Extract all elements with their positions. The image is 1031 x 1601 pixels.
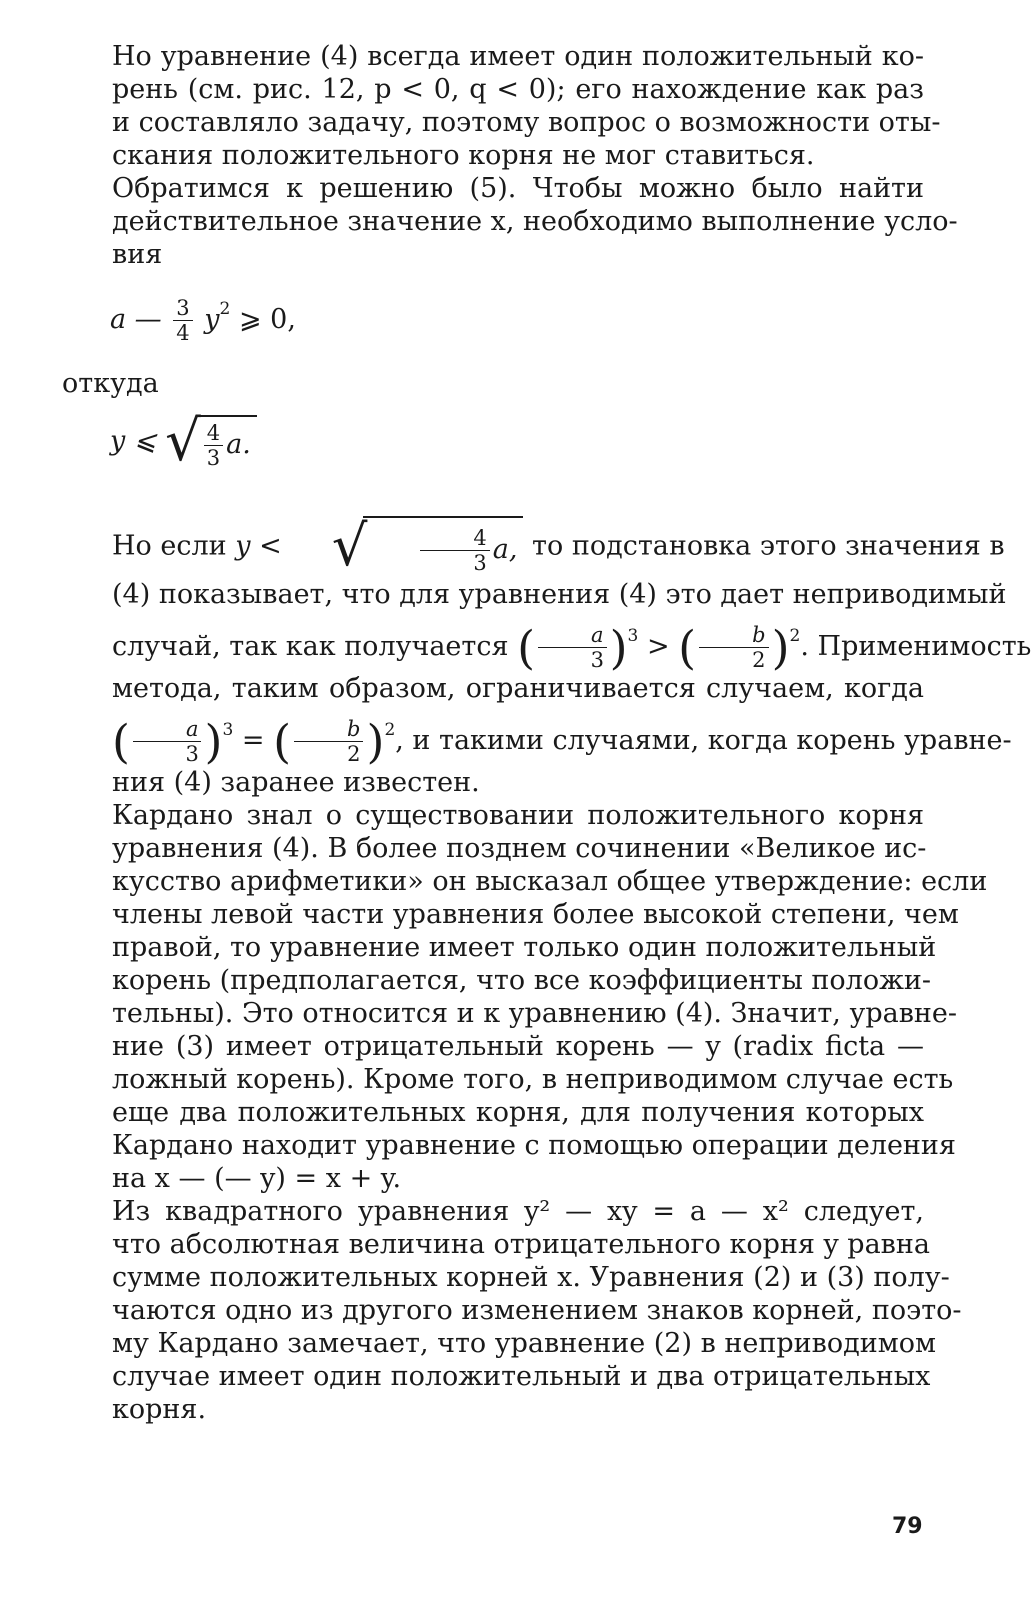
page-number: 79 xyxy=(892,1514,923,1539)
text-line: члены левой части уравнения более высокой степени, чем xyxy=(112,899,959,930)
fraction: $\frac{b}{2}$ xyxy=(699,623,768,672)
square-root: √ $\frac{4}{3}$ a, xyxy=(282,516,524,578)
fraction: $\frac{a}{3}$ xyxy=(538,623,607,672)
text-line: случае имеет один положительный и два отрицательных xyxy=(112,1361,931,1392)
text-line: кусство арифметики» он высказал общее утверждение: если xyxy=(112,866,988,897)
text-line: Кардано знал о существовании положительного корня xyxy=(112,800,924,831)
page-body xyxy=(62,40,1031,1426)
text-line: Кардано находит уравнение с помощью операции деления xyxy=(112,1130,956,1161)
text-line: уравнения (4). В более позднем сочинении «Великое ис- xyxy=(112,833,927,864)
text-line: и составляло задачу, поэтому вопрос о возможности оты- xyxy=(112,107,941,138)
text-line: Из квадратного уравнения y² — xy = a — x² следует, xyxy=(112,1196,924,1227)
paragraph-2 xyxy=(62,172,958,271)
formula-term: ⩾ 0, xyxy=(238,304,296,335)
text-line: Но если y < √ $\frac{4}{3}$ a, то подстановка этого значения в xyxy=(112,514,1005,579)
text-line: действительное значение x, необходимо выполнение усло- xyxy=(112,206,958,237)
text-line: рень (см. рис. 12, p < 0, q < 0); его нахождение как раз xyxy=(112,74,924,105)
formula-bound xyxy=(62,400,924,510)
paragraph-5 xyxy=(62,1195,962,1426)
text-line: ния (4) заранее известен. xyxy=(112,767,480,798)
text-line: корень (предполагается, что все коэффициенты положи- xyxy=(112,965,932,996)
text-line: вия xyxy=(112,239,163,270)
text-line: что абсолютная величина отрицательного корня y равна xyxy=(112,1229,930,1260)
text-line: еще два положительных корня, для получения которых xyxy=(112,1097,924,1128)
text-line: метода, таким образом, ограничивается случаем, когда xyxy=(112,673,924,704)
fraction: $\frac{4}{3}$ xyxy=(204,421,223,470)
fraction: $\frac{4}{3}$ xyxy=(420,526,489,575)
text-line: скания положительного корня не мог ставиться. xyxy=(112,140,815,171)
text-line: тельны). Это относится и к уравнению (4). Значит, уравне- xyxy=(112,998,958,1029)
text-line: (4) показывает, что для уравнения (4) это дает неприводимый xyxy=(112,579,1007,610)
text-line: ние (3) имеет отрицательный корень — y (radix ficta — xyxy=(112,1031,924,1062)
text-line: правой, то уравнение имеет только один положительный xyxy=(112,932,937,963)
square-root: √ $\frac{4}{3}$ a. xyxy=(165,414,257,470)
text-line: сумме положительных корней x. Уравнения (2) и (3) полу- xyxy=(112,1262,950,1293)
fraction: $\frac{a}{3}$ xyxy=(133,717,202,766)
paragraph-3 xyxy=(62,514,1031,799)
text-line: му Кардано замечает, что уравнение (2) в неприводимом xyxy=(112,1328,936,1359)
text-line: Но уравнение (4) всегда имеет один положительный ко- xyxy=(112,41,924,72)
text-line: на x — (— y) = x + y. xyxy=(112,1163,402,1194)
formula-term: y xyxy=(204,304,220,335)
text-line: чаются одно из другого изменением знаков корней, поэто- xyxy=(112,1295,962,1326)
text-line: случай, так как получается ( $\frac{a}{3}$ )$^3$ > ( $\frac{b}{2}$ )$^2$. Применимость xyxy=(112,620,1031,675)
paragraph-1 xyxy=(62,40,941,172)
text-line: Обратимся к решению (5). Чтобы можно было найти xyxy=(112,173,924,204)
text-line: ложный корень). Кроме того, в неприводимом случае есть xyxy=(112,1064,954,1095)
text-line: корня. xyxy=(112,1394,207,1425)
formula-condition xyxy=(62,271,924,363)
exponent: 2 xyxy=(219,299,231,319)
formula-term: a — xyxy=(110,304,162,335)
text-otkuda: откуда xyxy=(62,368,159,399)
fraction: $\frac{3}{4}$ xyxy=(173,296,192,345)
formula-term: y ⩽ xyxy=(110,425,157,457)
fraction: $\frac{b}{2}$ xyxy=(294,717,363,766)
text-line: ( $\frac{a}{3}$ )$^3$ = ( $\frac{b}{2}$ )$^2$, и такими случаями, когда корень уравне- xyxy=(112,714,1012,769)
paragraph-4 xyxy=(62,799,988,1195)
